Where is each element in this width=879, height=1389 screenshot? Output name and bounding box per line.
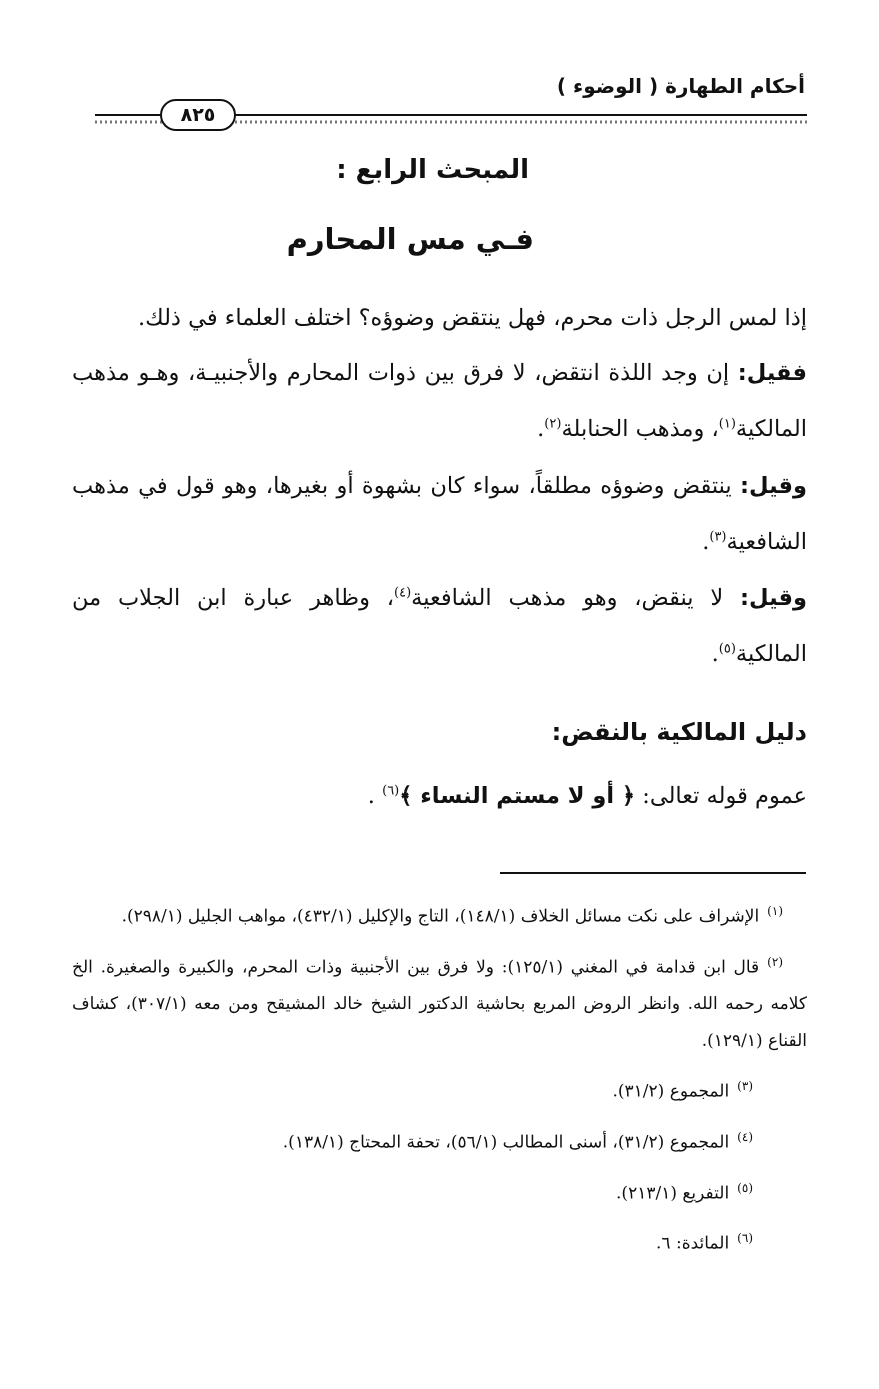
footnote-ref: (٦) [382, 783, 400, 799]
paragraph-text: . [367, 783, 383, 809]
evidence-heading: دليل المالكية بالنقض: [551, 718, 807, 746]
paragraph-text: . [537, 416, 545, 442]
paragraph-text: ، وظاهر عبارة ابن الجلاب من المالكية [72, 585, 807, 667]
footnote-number: (١) [767, 904, 783, 918]
quran-quote: ﴿ أو لا مستم النساء ﴾ [399, 783, 636, 809]
footnote-number: (٣) [737, 1079, 753, 1094]
paragraph-text: ينتقض وضوؤه مطلقاً، سواء كان بشهوة أو بغيرها، وهو قول في مذهب الشافعية [72, 473, 807, 555]
footnotes [72, 893, 807, 1263]
footnote-text: المائدة: ٦. [656, 1233, 730, 1254]
opinion-lead: وقيل: [740, 473, 807, 499]
running-title: أحكام الطهارة ( الوضوء ) [556, 74, 805, 98]
paragraph-text: . [711, 641, 719, 667]
opinion-lead: وقيل: [740, 585, 807, 611]
paragraph-question: إذا لمس الرجل ذات محرم، فهل ينتقض وضوؤه؟ اختلف العلماء في ذلك. [137, 305, 807, 331]
footnote-6 [72, 1220, 753, 1263]
footnote-ref: (٣) [709, 529, 727, 545]
section-title: فـي مس المحارم [286, 222, 534, 256]
footnote-ref: (٢) [544, 416, 562, 432]
opinion-lead: فقيل: [737, 360, 807, 386]
paragraph-text: لا ينقض، وهو مذهب الشافعية [411, 585, 741, 611]
footnote-number: (٥) [737, 1180, 753, 1195]
footnote-3 [72, 1068, 753, 1111]
footnote-number: (٤) [737, 1129, 753, 1144]
footnote-text: الإشراف على نكت مسائل الخلاف (١٤٨/١)، التاج والإكليل (٤٣٢/١)، مواهب الجليل (٢٩٨/١). [121, 906, 760, 927]
paragraph-second-opinion [72, 458, 807, 570]
footnote-number: (٦) [737, 1231, 753, 1246]
paragraph-text: إن وجد اللذة انتقض، لا فرق بين ذوات المحارم والأجنبيـة، وهـو مذهب المالكية [72, 360, 807, 442]
paragraph-evidence [72, 768, 807, 824]
footnote-text: المجموع (٣١/٢)، أسنى المطالب (٥٦/١)، تحفة المحتاج (١٣٨/١). [282, 1132, 730, 1153]
footnote-5 [72, 1170, 753, 1213]
paragraph-first-opinion [72, 345, 807, 457]
footnote-text: التفريع (٢١٣/١). [616, 1183, 730, 1204]
footnote-separator [500, 872, 806, 874]
footnote-ref: (٥) [718, 641, 736, 657]
footnote-1 [72, 893, 807, 936]
footnote-text: قال ابن قدامة في المغني (١٢٥/١): ولا فرق بين الأجنبية وذات المحرم، والكبيرة والصغيرة. الخ كلامه رحمه الله. وانظر الروض المربع بحاشية الدكتور الشيخ خالد المشيقح ومن معه (٣٠٧/١)، كشاف القناع (١٢٩/١). [72, 957, 807, 1052]
paragraph-third-opinion [72, 570, 807, 682]
page-number-badge: ٨٢٥ [160, 99, 236, 131]
footnote-number: (٢) [767, 954, 783, 969]
footnote-ref: (١) [718, 416, 736, 432]
paragraph-text: عموم قوله تعالى: [635, 783, 807, 809]
footnote-2 [72, 944, 807, 1061]
paragraph-text: . [702, 529, 710, 555]
footnote-4 [72, 1119, 753, 1162]
footnote-ref: (٤) [394, 585, 412, 601]
section-label: المبحث الرابع : [336, 155, 529, 185]
paragraph-text: ، ومذهب الحنابلة [561, 416, 719, 442]
footnote-text: المجموع (٣١/٢). [612, 1081, 730, 1102]
